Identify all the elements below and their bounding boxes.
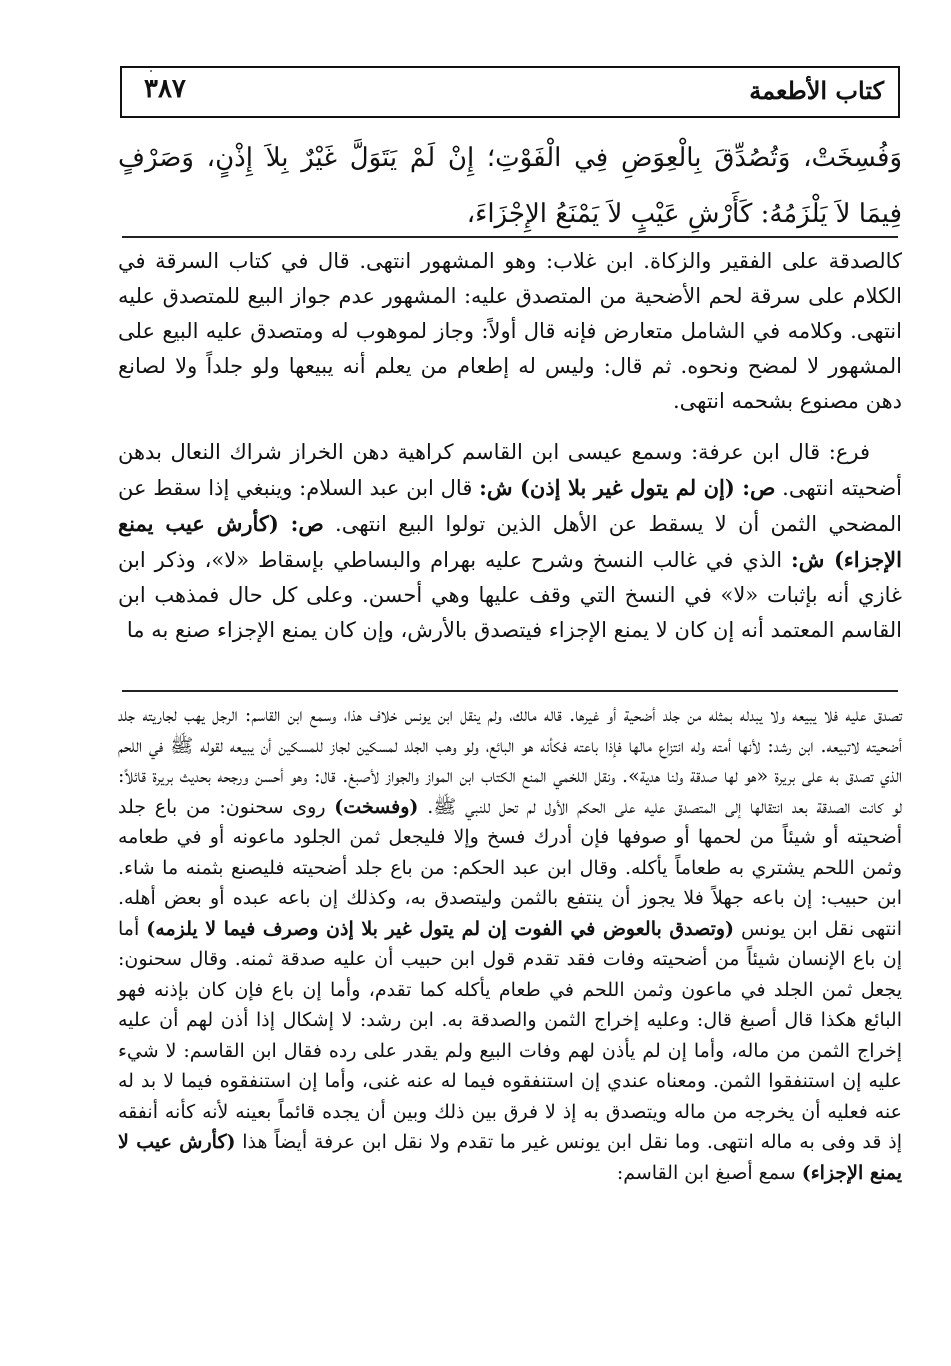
commentary-section xyxy=(118,244,902,664)
quoted-matn: (وتصدق بالعوض في الفوت إن لم يتول غير بلا إذن وصرف فيما لا يلزمه) xyxy=(146,917,735,940)
footnote-section xyxy=(118,700,902,1188)
quoted-matn: (كأرش عيب لا يمنع الإجزاء) xyxy=(118,1131,902,1184)
commentary-paragraph xyxy=(118,435,902,648)
footnote-text: سمع أصبغ ابن القاسم: xyxy=(616,1161,802,1184)
footnote-text: روى سحنون: من باع جلد أضحيته أو شيئاً من لحمها أو صوفها فإن أدرك فسخ وإلا فليجعل ثمن الجلود ماعونه أو في طعامه وثمن اللحم يشتري به طعاماً يأكله. وقال ابن عبد الحكم: من باع جلد أضحيته فليصنع بثمنه ما شاء. ابن حبيب: إن باعه جهلاً فلا يجوز أن ينتفع بالثمن وليتصدق به، وكذلك إن باعه عبده أو بعض أهله. انتهى نقل ابن يونس xyxy=(118,795,902,940)
page-number: ٣٨٧ xyxy=(144,74,186,104)
commentary-text: قال ابن عبد السلام: وينبغي إذا سقط عن المضحي الثمن أن لا يسقط عن الأهل الذين تولوا البيع انتهى. xyxy=(118,476,902,536)
page-header xyxy=(120,66,900,118)
footnote-paragraph xyxy=(118,700,902,1188)
quoted-matn: ص: (كأرش عيب يمنع الإجزاء) ش: xyxy=(118,511,902,572)
commentary-paragraph: كالصدقة على الفقير والزكاة. ابن غلاب: وهو المشهور انتهى. قال في كتاب السرقة في الكلام على سرقة لحم الأضحية من المتصدق عليه: المشهور عدم جواز البيع للمتصدق عليه انتهى. وكلامه في الشامل متعارض فإنه قال أولاً: وجاز لموهوب له ومتصدق عليه البيع على المشهور لا لمضح ونحوه. ثم قال: وليس له إطعام من يعلم أنه يبيعها ولو جلداً ولا لصانع دهن مصنوع بشحمه انتهى. xyxy=(118,249,902,413)
main-text: وَفُسِخَتْ، وَتُصُدِّقَ بِالْعِوَضِ فِي الْفَوْتِ؛ إِنْ لَمْ يَتَوَلَّ غَيْرٌ بِلاَ إِذْنٍ، وَصَرْفٍ فِيمَا لاَ يَلْزَمُهُ: كَأَرْشِ عَيْبٍ لاَ يَمْنَعُ الإِجْزَاءَ، xyxy=(118,143,902,229)
quoted-matn: (وفسخت) xyxy=(334,795,419,818)
footnote-text: تصدق عليه فلا يبيعه ولا يبدله بمثله من جلد أضحية أو غيرها. قاله مالك، ولم ينقل ابن يونس خلاف هذا، وسمع ابن القاسم: الرجل يهب لجاريته جلد أضحيته لاتبيعه. ابن رشد: لأنها أمته وله انتزاع مالها فإذا باعته فكأنه هو البائع، ولو وهب الجلد لمسكين لجاز للمسكين أن يبيعه لقوله ﷺ في اللحم الذي تصدق به على بريرة «هو لها صدقة ولنا هدية». ونقل اللخمي المنع الكتاب ابن المواز والجواز لأصبغ. قال: وهو أحسن ورجحه بحديث بريرة قائلاً: لو كانت الصدقة بعد انتقالها إلى المتصدق عليه على الحكم الأول لم تحل للنبي ﷺ. xyxy=(118,704,903,818)
commentary-text: فرع: قال ابن عرفة: وسمع عيسى ابن القاسم كراهية دهن الخراز شراك النعال بدهن أضحيته انتهى. xyxy=(118,440,902,500)
divider-line xyxy=(122,236,898,238)
quoted-matn: ص: (إن لم يتول غير بلا إذن) ش: xyxy=(479,475,776,500)
footnote-text: أما إن باع الإنسان شيئاً من أضحيته وفات فقد تقدم قول ابن حبيب أن عليه صدقة ثمنه. وقال سحنون: يجعل ثمن الجلد في ماعون وثمن اللحم في طعام يأكله كما تقدم، وأما إن باع فإن كان بإذنه فهو البائع هكذا قال أصبغ قال: وعليه إخراج الثمن والصدقة به. ابن رشد: لا إشكال إذا أذن لهم أن عليه إخراج الثمن من ماله، وأما إن لم يأذن لهم وفات البيع ولم يقدر على رده فقال ابن القاسم: لا شيء عليه إن استنفقوا الثمن. ومعناه عندي إن استنفقوه فيما له عنه غنى، وأما إن استنفقوه فيما لا بد له عنه فعليه أن يخرجه من ماله ويتصدق به إذ لا فرق بين ذلك وبين أن يجده قائماً بعينه لأنه كأنه أنفقه إذ قد وفى به ماله انتهى. وما نقل ابن يونس غير ما تقدم ولا نقل ابن عرفة أيضاً هذا xyxy=(118,917,902,1153)
chapter-title: كتاب الأطعمة xyxy=(749,76,884,105)
commentary-text: الذي في غالب النسخ وشرح عليه بهرام والبساطي بإسقاط «لا»، وذكر ابن غازي أنه بإثبات «لا» في النسخ التي وقف عليها وهي أحسن. وعلى كل حال فمذهب ابن القاسم المعتمد أنه إن كان لا يمنع الإجزاء فيتصدق بالأرش، وإن كان يمنع الإجزاء صنع به ما xyxy=(118,548,902,642)
divider-line xyxy=(122,690,898,692)
